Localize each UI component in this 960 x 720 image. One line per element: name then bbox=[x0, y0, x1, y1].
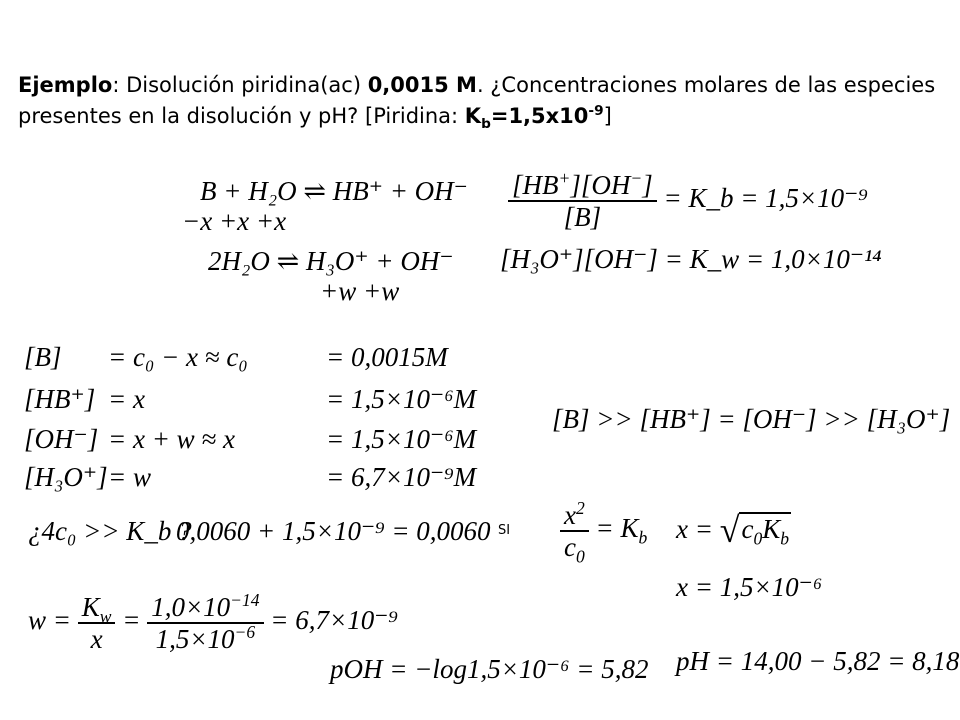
statement-text-2: . ¿Concentraciones molares de las especies presentes en la disolución y pH? [Piridina: bbox=[18, 73, 936, 128]
reaction-2-change: +w +w bbox=[320, 276, 400, 306]
w-result: = 6,7×10⁻⁹ bbox=[270, 605, 398, 636]
statement-close: ] bbox=[603, 104, 612, 128]
species-expr: = c₀ − x ≈ c₀ bbox=[108, 342, 248, 372]
example-label: Ejemplo bbox=[18, 73, 113, 97]
kb-value: = K_b = 1,5×10⁻⁹ bbox=[663, 183, 868, 214]
approx-check-question: ¿4c₀ >> K_b ? bbox=[28, 516, 192, 546]
statement-text-1: : Disolución piridina(ac) bbox=[112, 73, 368, 97]
species-expr: = x bbox=[108, 384, 145, 414]
reaction-2: 2H₂O ⇌ H₃O⁺ + OH⁻ bbox=[208, 246, 454, 276]
species-name: [H₃O⁺] bbox=[24, 462, 108, 492]
species-name: [OH⁻] bbox=[24, 424, 99, 454]
kb-fraction: $\frac{[HB^+][OH^-]}{[B]}$ bbox=[508, 170, 657, 232]
species-value: = 1,5×10⁻⁶M bbox=[326, 384, 477, 414]
species-value: = 6,7×10⁻⁹M bbox=[326, 462, 477, 492]
species-expr: = x + w ≈ x bbox=[108, 424, 235, 454]
approx-equation: $\frac{x^2}{c_0}$ = $K_b$ bbox=[560, 500, 647, 562]
kw-expression: [H₃O⁺][OH⁻] = K_w = 1,0×10⁻¹⁴ bbox=[500, 244, 882, 274]
concentration-order: [B] >> [HB⁺] = [OH⁻] >> [H₃O⁺] bbox=[552, 404, 951, 434]
species-expr: = w bbox=[108, 462, 151, 492]
species-value: = 0,0015M bbox=[326, 342, 448, 372]
species-name: [HB⁺] bbox=[24, 384, 96, 414]
approx-check-calc: 0,0060 + 1,5×10⁻⁹ = 0,0060 bbox=[176, 516, 491, 546]
species-name: [B] bbox=[24, 342, 62, 372]
x-solution: x = 1,5×10⁻⁶ bbox=[676, 572, 823, 602]
ph-calculation: pH = 14,00 − 5,82 = 8,18 bbox=[676, 646, 960, 676]
concentration-value: 0,0015 M bbox=[367, 73, 477, 97]
approx-check-answer: SI bbox=[498, 523, 511, 538]
reaction-1-change: −x +x +x bbox=[182, 206, 287, 236]
kb-given: $K_b=1,5x10^{-9}$ bbox=[464, 103, 604, 133]
x-formula: $x = √c_0K_b$ bbox=[676, 510, 790, 550]
problem-statement bbox=[18, 70, 938, 132]
poh-calculation: pOH = −log1,5×10⁻⁶ = 5,82 bbox=[330, 654, 649, 684]
species-value: = 1,5×10⁻⁶M bbox=[326, 424, 477, 454]
w-calculation: w = $\frac{K_w}{x}$ = $\frac{1,0\times 10^{-14}}{1,5\times 10^{-6}}$ = 6,7×10⁻⁹ bbox=[28, 590, 398, 654]
reaction-1: B + H₂O ⇌ HB⁺ + OH⁻ bbox=[200, 176, 468, 206]
kb-expression bbox=[508, 170, 868, 232]
